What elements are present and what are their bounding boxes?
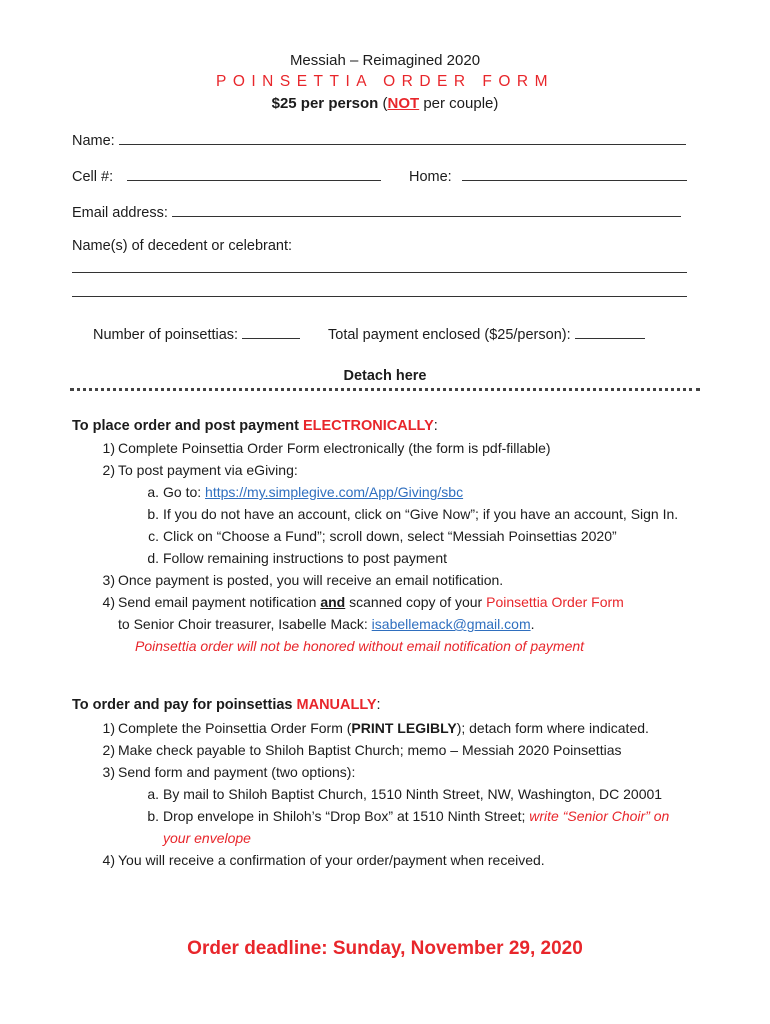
electronic-substep-d (147, 547, 698, 569)
price-note-not: NOT (387, 95, 420, 112)
step-4-prefix: Send email payment notification (118, 594, 321, 610)
manual-heading (72, 695, 381, 715)
manual-heading-em: MANUALLY (296, 697, 377, 713)
electronic-step-3-text: Once payment is posted, you will receive an email notification. (118, 572, 504, 588)
egiving-link[interactable]: https://my.simplegive.com/App/Giving/sbc (205, 484, 464, 500)
treasurer-email-link[interactable]: isabellemack@gmail.com (371, 616, 531, 632)
step-4-end: . (530, 616, 535, 632)
electronic-heading (72, 416, 438, 436)
substep-letter: b. (147, 808, 159, 824)
home-field-row (409, 167, 687, 186)
electronic-step-1 (102, 437, 708, 459)
num-poinsettias-label: Number of poinsettias: (93, 327, 239, 343)
event-title (0, 52, 770, 70)
cell-field-row (72, 167, 381, 186)
substep-letter: a. (147, 786, 159, 802)
order-deadline-text: Order deadline: Sunday, November 29, 2020 (187, 938, 583, 959)
name-field[interactable] (119, 131, 686, 145)
manual-heading-suffix: : (376, 697, 381, 713)
manual-step-2 (102, 739, 703, 761)
step-4-and: and (320, 594, 346, 610)
step-number: 1) (102, 720, 115, 736)
substep-letter: a. (147, 484, 159, 500)
order-deadline (0, 938, 770, 960)
step-4-line-2: to Senior Choir treasurer, Isabelle Mack: (118, 616, 372, 632)
price-note-rest: per couple) (419, 95, 499, 112)
electronic-substep-c (148, 525, 698, 547)
manual-heading-prefix: To order and pay for poinsettias (72, 697, 297, 713)
form-title (0, 72, 770, 92)
manual-step-1 (102, 717, 703, 739)
form-title-text: POINSETTIA ORDER FORM (215, 73, 554, 90)
total-payment-label: Total payment enclosed ($25/person): (328, 327, 571, 343)
step-number: 3) (102, 764, 115, 780)
manual-substep-b (147, 805, 693, 849)
email-field[interactable] (172, 203, 681, 217)
step-number: 2) (102, 462, 115, 478)
manual-substep-a (147, 783, 693, 805)
email-warning: Poinsettia order will not be honored without email notification of payment (135, 638, 585, 654)
name-label: Name: (72, 133, 115, 149)
num-poinsettias-field[interactable] (242, 325, 300, 339)
manual-step-4-text: You will receive a confirmation of your order/payment when received. (118, 852, 545, 868)
detach-dotted-line (70, 388, 700, 391)
manual-substep-b-note: write “Senior Choir” on your envelope (163, 808, 670, 846)
name-field-row (72, 131, 686, 150)
manual-step-2-text: Make check payable to Shiloh Baptist Church; memo – Messiah 2020 Poinsettias (118, 742, 622, 758)
step-number: 4) (102, 852, 115, 868)
total-payment-field[interactable] (575, 325, 645, 339)
step-number: 1) (102, 440, 115, 456)
substep-b-text: If you do not have an account, click on “Give Now”; if you have an account, Sign In. (163, 506, 679, 522)
substep-letter: b. (147, 506, 159, 522)
home-label: Home: (409, 169, 452, 185)
total-payment-row (328, 325, 645, 344)
decedent-label: Name(s) of decedent or celebrant: (72, 238, 293, 254)
step-number: 3) (102, 572, 115, 588)
manual-step-4 (102, 849, 703, 871)
decedent-field-line-2[interactable] (72, 296, 687, 297)
electronic-heading-em: ELECTRONICALLY (302, 418, 434, 434)
cell-label: Cell #: (72, 169, 114, 185)
manual-step-1-prefix: Complete the Poinsettia Order Form ( (118, 720, 352, 736)
electronic-step-2-text: To post payment via eGiving: (118, 462, 298, 478)
substep-a-prefix: Go to: (163, 484, 206, 500)
price-line (0, 95, 770, 113)
electronic-heading-suffix: : (433, 418, 438, 434)
substep-letter: c. (148, 528, 159, 544)
step-4-mid: scanned copy of your (345, 594, 487, 610)
electronic-steps (102, 437, 708, 657)
manual-substep-a-text: By mail to Shiloh Baptist Church, 1510 Ninth Street, NW, Washington, DC 20001 (163, 786, 663, 802)
manual-step-1-suffix: ); detach form where indicated. (456, 720, 649, 736)
manual-steps (102, 717, 703, 871)
electronic-step-3 (102, 569, 708, 591)
decedent-label-row (72, 237, 292, 255)
detach-text: Detach here (343, 368, 427, 384)
home-field[interactable] (462, 167, 687, 181)
detach-label (0, 368, 770, 384)
electronic-step-1-text: Complete Poinsettia Order Form electronically (the form is pdf-fillable) (118, 440, 551, 456)
print-legibly: PRINT LEGIBLY (351, 720, 457, 736)
electronic-step-4 (102, 591, 708, 657)
substep-d-text: Follow remaining instructions to post payment (163, 550, 448, 566)
email-field-row (72, 203, 681, 222)
manual-step-3-text: Send form and payment (two options): (118, 764, 356, 780)
decedent-field-line-1[interactable] (72, 272, 687, 273)
price-note-open: ( (378, 95, 388, 112)
electronic-heading-prefix: To place order and post payment (72, 418, 303, 434)
price-text: $25 per person (271, 95, 379, 112)
substep-letter: d. (147, 550, 159, 566)
email-label: Email address: (72, 205, 168, 221)
electronic-substep-a (147, 481, 698, 503)
manual-step-3 (102, 761, 703, 849)
step-4-form-name: Poinsettia Order Form (486, 594, 624, 610)
electronic-step-2 (102, 459, 708, 569)
poinsettia-count-row (93, 325, 300, 344)
event-title-text: Messiah – Reimagined 2020 (289, 52, 481, 69)
cell-field[interactable] (127, 167, 381, 181)
step-number: 4) (102, 594, 115, 610)
step-number: 2) (102, 742, 115, 758)
substep-c-text: Click on “Choose a Fund”; scroll down, select “Messiah Poinsettias 2020” (163, 528, 617, 544)
electronic-substep-b (147, 503, 698, 525)
manual-substep-b-prefix: Drop envelope in Shiloh’s “Drop Box” at 1510 Ninth Street; (163, 808, 530, 824)
